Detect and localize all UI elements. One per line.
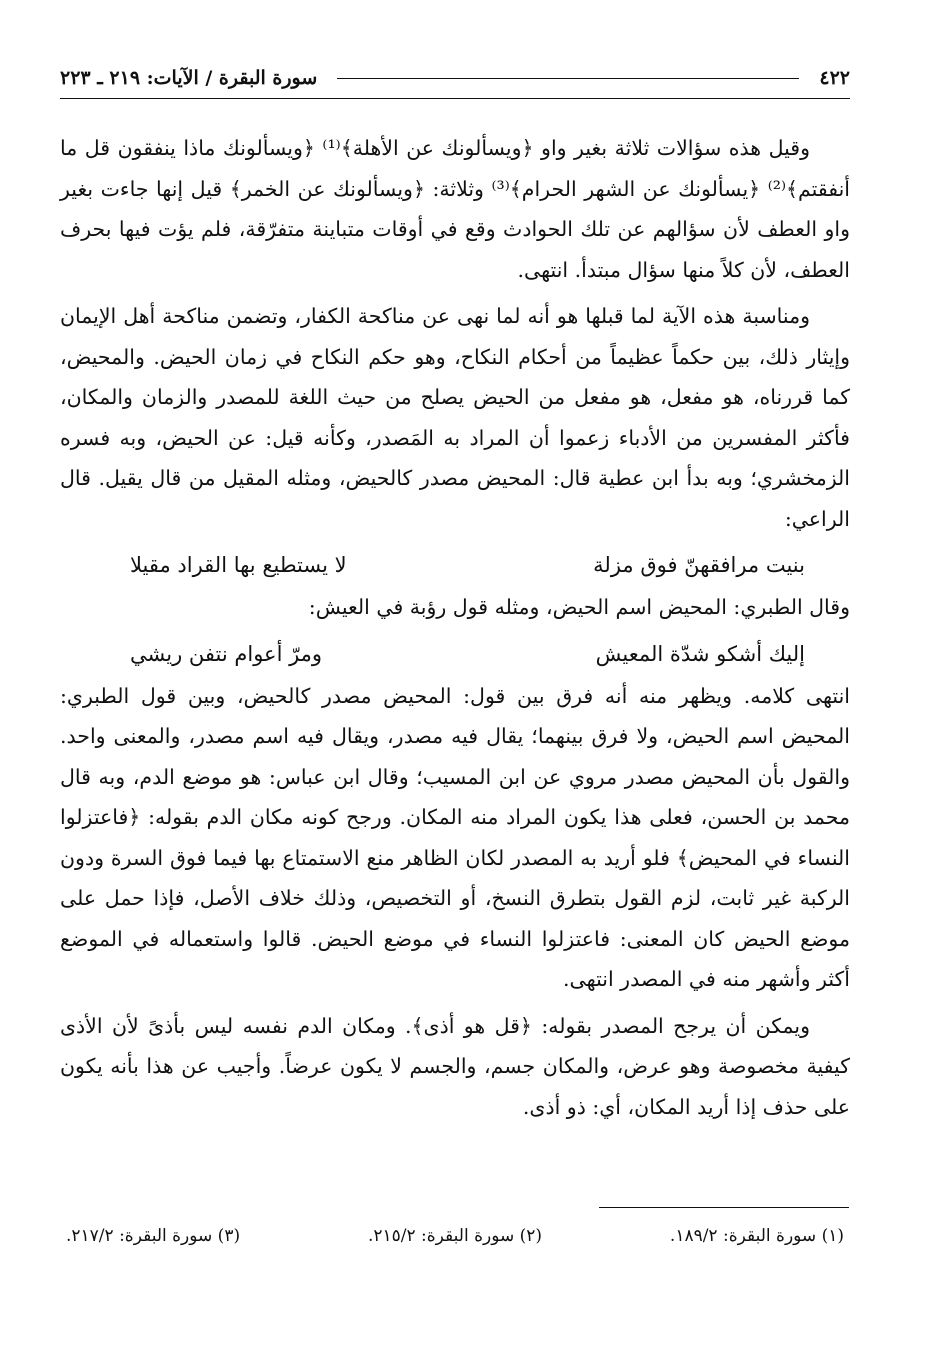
running-header [60, 58, 850, 99]
footnote-2: (٢) سورة البقرة: ٢١٥/٢. [367, 1226, 543, 1246]
header-title: سورة البقرة / الآيات: ٢١٩ ـ ٢٢٣ [60, 67, 318, 89]
paragraph-context: ومناسبة هذه الآية لما قبلها هو أنه لما نهى عن مناكحة الكفار، وتضمن مناكحة أهل الإيمان وإيثار ذلك، بين حكماً عظيماً من أحكام النكاح، وهو حكم النكاح في زمان الحيض. والمحيض، كما قررناه، هو مفعل، هو مفعل من الحيض يصلح من حيث اللغة للمصدر والزمان والمكان، فأكثر المفسرين من الأدباء زعموا أن المراد به المَصدر، وكأنه قيل: عن الحيض، وبه فسره الزمخشري؛ وبه بدأ ابن عطية قال: المحيض مصدر كالحيض، ومثله المقيل من قال يقيل. قال الراعي: [60, 304, 850, 531]
verse-first-hemistich: إليك أشكو شدّة المعيش [595, 641, 805, 666]
paragraph-discussion: انتهى كلامه. ويظهر منه أنه فرق بين قول: المحيض مصدر كالحيض، وبين قول الطبري: المحيض اسم الحيض، ولا فرق بينهما؛ يقال فيه مصدر، ويقال فيه اسم مصدر، والمعنى واحد. والقول بأن المحيض مصدر مروي عن ابن المسيب؛ وقال ابن عباس: هو موضع الدم، وبه قال محمد بن الحسن، فعلى هذا يكون المراد منه المكان. ورجح كونه مكان الدم بقوله: ﴿فاعتزلوا النساء في المحيض﴾ فلو أريد به المصدر لكان الظاهر منع الاستمتاع بها فيما فوق السرة ودون الركبة غير ثابت، لزم القول بتطرق النسخ، أو التخصيص، وذلك خلاف الأصل، فإذا حمل على موضع الحيض كان المعنى: فاعتزلوا النساء في موضع الحيض. قالوا واستعماله في الموضع أكثر وأشهر منه في المصدر انتهى. [60, 683, 850, 991]
verse-second-hemistich: ومرّ أعوام نتفن ريشي [130, 641, 323, 666]
footnote-3: (٣) سورة البقرة: ٢١٧/٢. [66, 1226, 241, 1246]
paragraph-conclusion: ويمكن أن يرجح المصدر بقوله: ﴿قل هو أذى﴾. ومكان الدم نفسه ليس بأذىً لأن الأذى كيفية مخصوصة وهو عرض، والمكان جسم، والجسم لا يكون عرضاً. وأجيب عن هذا بأنه يكون على حذف إذا أريد المكان، أي: ذو أذى. [60, 1013, 850, 1119]
paragraph-questions: وقيل هذه سؤالات ثلاثة بغير واو ﴿ويسألونك عن الأهلة﴾⁽¹⁾ ﴿ويسألونك ماذا ينفقون قل ما أنفقتم﴾⁽²⁾ ﴿يسألونك عن الشهر الحرام﴾⁽³⁾ وثلاثة: ﴿ويسألونك عن الخمر﴾ قيل إنها جاءت بغير واو العطف لأن سؤالهم عن تلك الحوادث وقع في أوقات متباينة متفرّقة، فلم يؤت فيها بحرف العطف، لأن كلاً منها سؤال مبتدأ. انتهى. [60, 136, 850, 282]
paragraph-tabari: وقال الطبري: المحيض اسم الحيض، ومثله قول رؤبة في العيش: [308, 595, 850, 619]
main-text [60, 128, 850, 1133]
poem-verse-raai [60, 545, 850, 585]
footnotes [60, 1222, 850, 1250]
footnote-separator [599, 1207, 849, 1208]
header-rule [337, 78, 799, 79]
page-number: ٤٢٢ [819, 67, 850, 89]
verse-second-hemistich: لا يستطيع بها القراد مقيلا [130, 553, 347, 577]
poem-verse-ruba [60, 634, 850, 674]
footnote-1: (١) سورة البقرة: ١٨٩/٢. [669, 1226, 844, 1246]
verse-first-hemistich: بنيت مرافقهنّ فوق مزلة [593, 553, 805, 577]
